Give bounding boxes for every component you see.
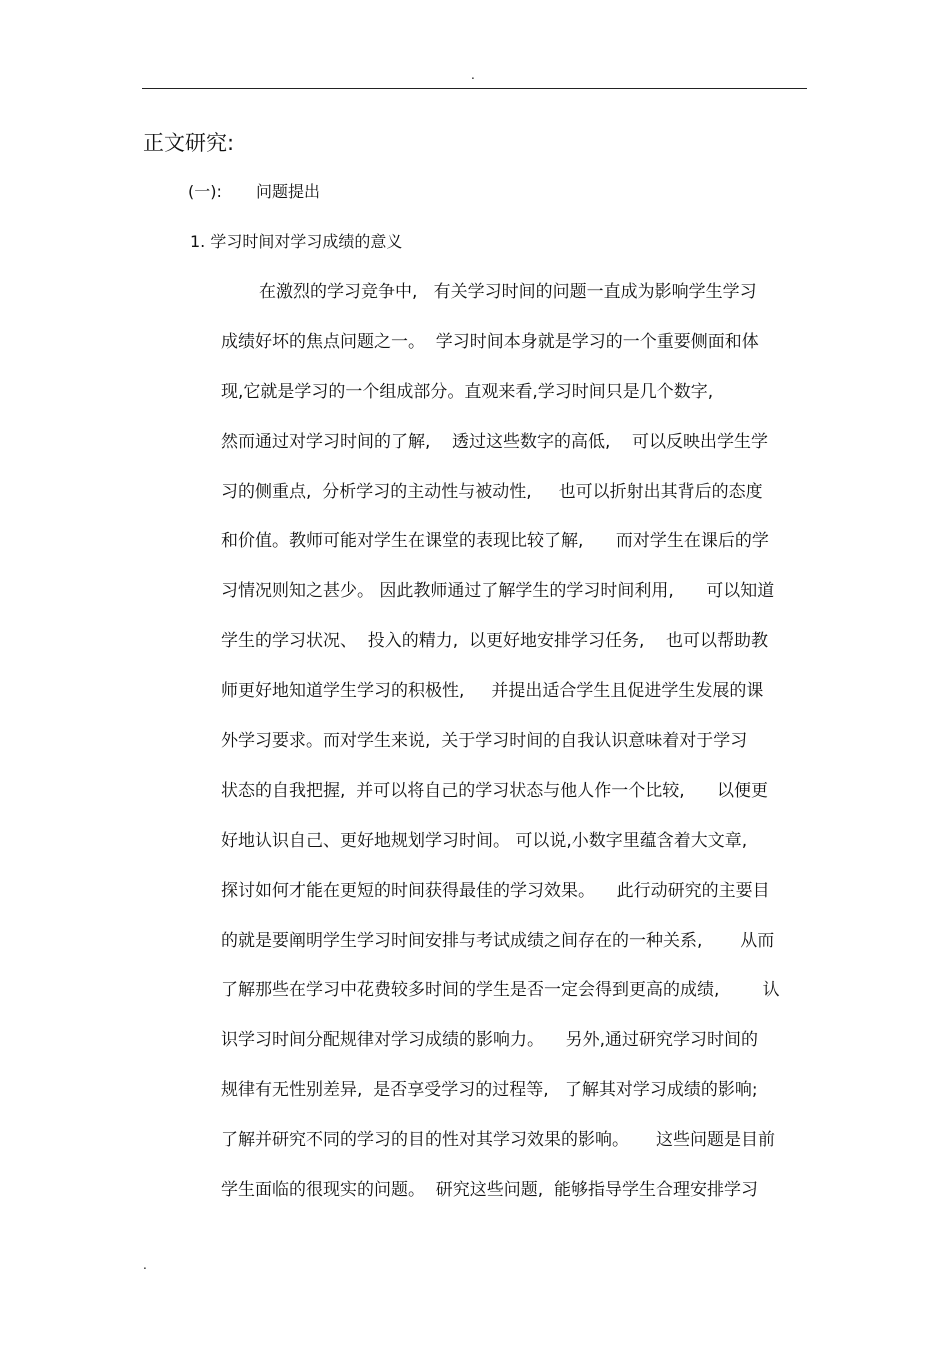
body-line: 状态的自我把握, 并可以将自己的学习状态与他人作一个比较, 以便更 [221,780,769,801]
body-line: 规律有无性别差异, 是否享受学习的过程等, 了解其对学习成绩的影响; [221,1080,758,1101]
body-line: 学生面临的很现实的问题。 研究这些问题, 能够指导学生合理安排学习 [221,1180,759,1201]
body-line: 的就是要阐明学生学习时间安排与考试成绩之间存在的一种关系, 从而 [221,930,775,951]
footer-mark: . [143,1258,147,1272]
item-heading: 1. 学习时间对学习成绩的意义 [190,232,403,251]
section-title: 正文研究: [143,131,235,155]
subsection-title: 问题提出 [256,182,321,201]
header-mark: . [471,68,475,82]
body-line: 在激烈的学习竞争中, 有关学习时间的问题一直成为影响学生学习 [259,282,757,302]
body-line: 识学习时间分配规律对学习成绩的影响力。 另外,通过研究学习时间的 [221,1030,759,1051]
body-line: 外学习要求。而对学生来说, 关于学习时间的自我认识意味着对于学习 [221,731,748,752]
body-line: 成绩好坏的焦点问题之一。 学习时间本身就是学习的一个重要侧面和体 [221,331,759,352]
body-paragraph [221,278,811,1226]
body-line: 和价值。教师可能对学生在课堂的表现比较了解, 而对学生在课后的学 [221,531,769,552]
body-line: 习情况则知之甚少。 因此教师通过了解学生的学习时间利用, 可以知道 [221,581,775,602]
body-line: 了解并研究不同的学习的目的性对其学习效果的影响。 这些问题是目前 [221,1130,776,1151]
body-line: 学生的学习状况、 投入的精力, 以更好地安排学习任务, 也可以帮助教 [221,631,769,652]
body-line: 现,它就是学习的一个组成部分。直观来看,学习时间只是几个数字, [221,381,714,402]
subsection-heading [188,179,320,205]
body-line: 好地认识自己、更好地规划学习时间。 可以说,小数字里蕴含着大文章, [221,830,748,851]
body-line: 习的侧重点, 分析学习的主动性与被动性, 也可以折射出其背后的态度 [221,481,763,502]
header-rule [142,88,807,89]
body-line: 然而通过对学习时间的了解, 透过这些数字的高低, 可以反映出学生学 [221,431,769,452]
body-line: 师更好地知道学生学习的积极性, 并提出适合学生且促进学生发展的课 [221,681,764,702]
body-line: 探讨如何才能在更短的时间获得最佳的学习效果。 此行动研究的主要目 [221,880,770,901]
subsection-label: (一): [188,182,222,201]
body-line: 了解那些在学习中花费较多时间的学生是否一定会得到更高的成绩, 认 [221,980,780,1001]
